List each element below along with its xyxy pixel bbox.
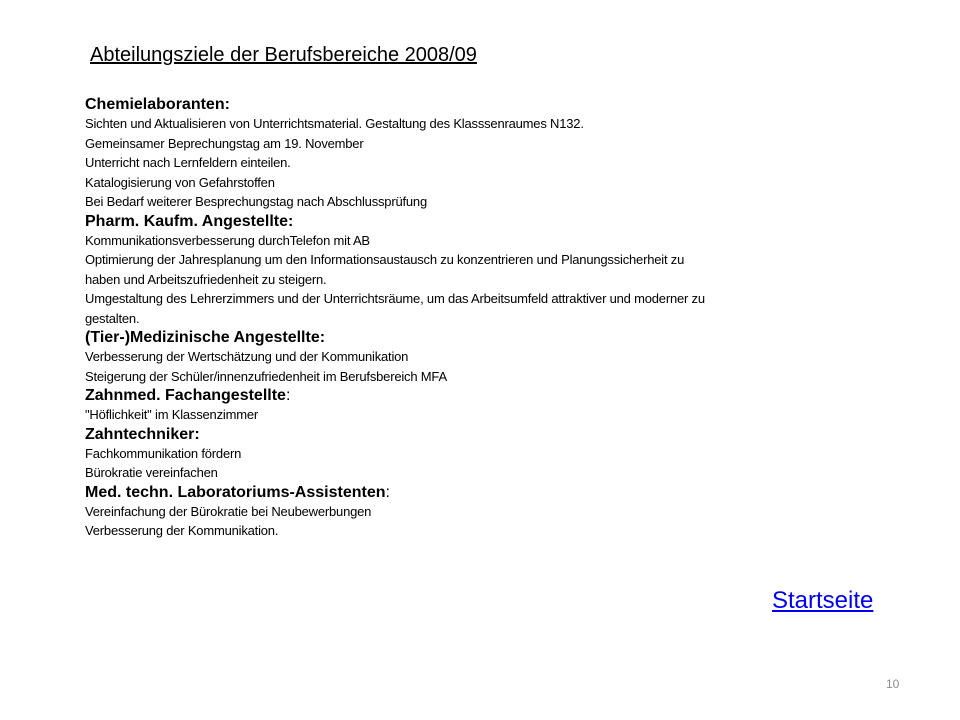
goal-item: Verbesserung der Wertschätzung und der Kommunikation <box>85 349 409 364</box>
startseite-link[interactable]: Startseite <box>772 587 874 614</box>
goal-item: Gemeinsamer Beprechungstag am 19. November <box>85 135 364 151</box>
goal-item: Steigerung der Schüler/innenzufriedenheit im Berufsbereich MFA <box>85 368 447 384</box>
goal-item: Kommunikationsverbesserung durchTelefon mit AB <box>85 232 370 248</box>
section-heading: Zahnmed. Fachangestellte: <box>85 387 291 404</box>
section-mta <box>85 483 885 541</box>
section-heading: Chemielaboranten: <box>85 96 230 113</box>
goal-item: Bürokratie vereinfachen <box>85 465 218 480</box>
goal-item: Optimierung der Jahresplanung um den Informationsaustausch zu konzentrieren und Planungssicherheit zu <box>85 252 685 267</box>
goal-item: Vereinfachung der Bürokratie bei Neubewerbungen <box>85 503 372 519</box>
department-goals-list <box>85 95 885 541</box>
page-number: 10 <box>886 677 900 691</box>
goal-item: Umgestaltung des Lehrerzimmers und der Unterrichtsräume, um das Arbeitsumfeld attraktiver und moderner zu <box>85 291 705 306</box>
section-zahnmed-fachangestellte <box>85 386 885 425</box>
section-zahntechniker <box>85 425 885 483</box>
section-heading: Zahntechniker: <box>85 425 200 443</box>
section-medizinische-angestellte <box>85 328 885 386</box>
goal-item: Unterricht nach Lernfeldern einteilen. <box>85 155 291 170</box>
section-chemielaboranten <box>85 95 885 212</box>
section-heading: Pharm. Kaufm. Angestellte: <box>85 212 294 230</box>
goal-item: Verbesserung der Kommunikation. <box>85 523 279 538</box>
goal-item: haben und Arbeitszufriedenheit zu steigern. <box>85 271 327 287</box>
section-heading: (Tier-)Medizinische Angestellte: <box>85 329 326 346</box>
section-heading: Med. techn. Laboratoriums-Assistenten: <box>85 483 390 501</box>
goal-item: Fachkommunikation fördern <box>85 445 242 461</box>
goal-item: gestalten. <box>85 310 140 326</box>
section-pharm-kaufm-angestellte <box>85 212 885 329</box>
goal-item: Bei Bedarf weiterer Besprechungstag nach Abschlussprüfung <box>85 194 427 209</box>
goal-item: Katalogisierung von Gefahrstoffen <box>85 174 275 190</box>
goal-item: Sichten und Aktualisieren von Unterrichtsmaterial. Gestaltung des Klasssenraumes N132. <box>85 116 584 131</box>
goal-item: "Höflichkeit" im Klassenzimmer <box>85 407 258 422</box>
slide-title: Abteilungsziele der Berufsbereiche 2008/09 <box>90 44 477 66</box>
